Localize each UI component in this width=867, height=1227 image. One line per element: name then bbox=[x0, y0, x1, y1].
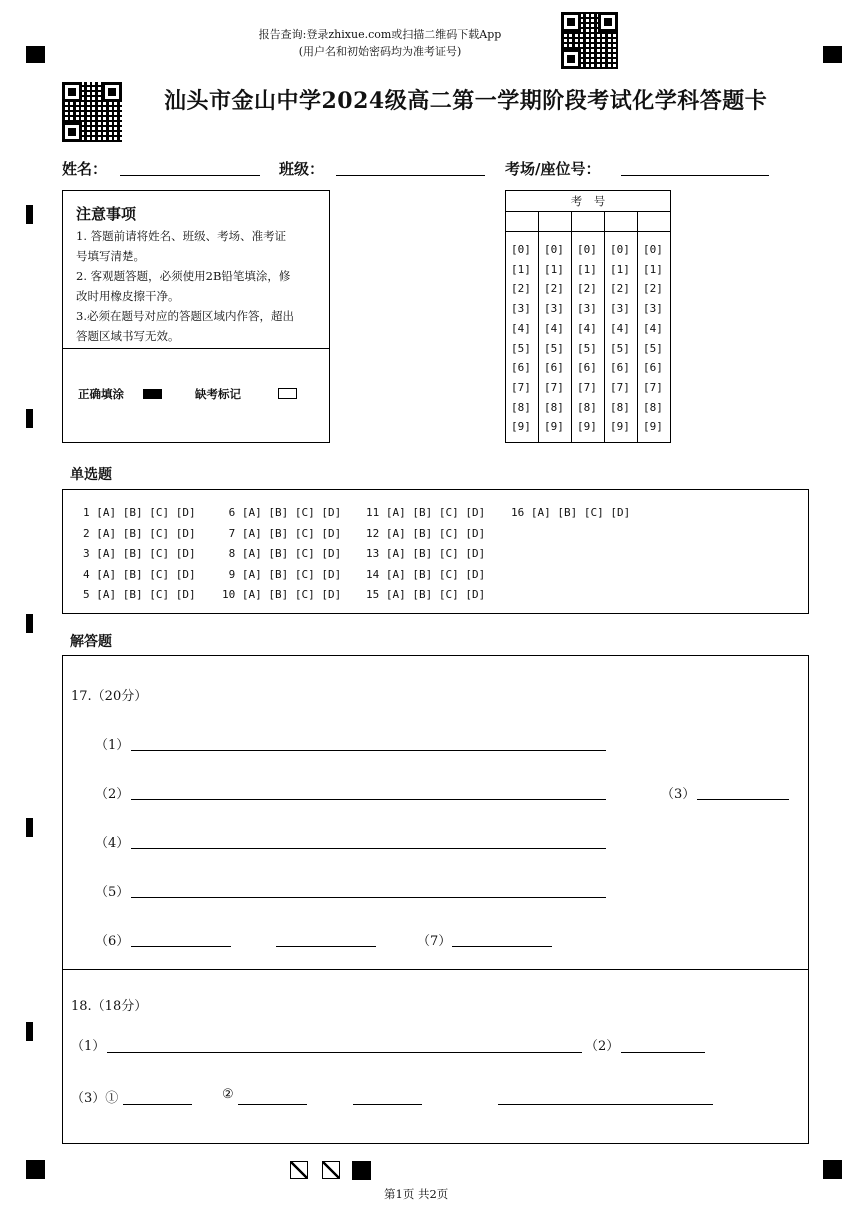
q17-part5-answer[interactable] bbox=[131, 897, 606, 898]
side-mark bbox=[26, 205, 33, 224]
exam-digit-bubble[interactable]: [7] bbox=[511, 380, 531, 394]
exam-digit-bubble[interactable]: [9] bbox=[610, 420, 630, 434]
exam-digit-bubble[interactable]: [0] bbox=[544, 243, 564, 256]
exam-digit-bubble[interactable]: [7] bbox=[643, 380, 663, 394]
exam-digit-bubble[interactable]: [0] bbox=[643, 243, 663, 256]
exam-digit-bubble[interactable]: [3] bbox=[544, 302, 564, 316]
name-label: 姓名： bbox=[62, 160, 108, 178]
choice-row[interactable]: 16 [A] [B] [C] [D] bbox=[511, 506, 631, 519]
exam-digit-bubble[interactable]: [0] bbox=[511, 243, 531, 256]
q17-part3-answer[interactable] bbox=[697, 799, 789, 800]
choice-row[interactable]: 5 [A] [B] [C] [D] bbox=[83, 588, 196, 601]
notes-box bbox=[62, 190, 330, 443]
exam-digit-bubble[interactable]: [0] bbox=[610, 243, 630, 256]
exam-digit-bubble[interactable]: [1] bbox=[544, 262, 564, 276]
exam-digit-bubble[interactable]: [1] bbox=[643, 262, 663, 276]
exam-digit-bubble[interactable]: [1] bbox=[511, 262, 531, 276]
single-choice-box bbox=[62, 489, 809, 614]
q17-box bbox=[62, 655, 809, 970]
q18-part2-label: （2） bbox=[585, 1039, 620, 1054]
exam-digit-bubble[interactable]: [4] bbox=[577, 321, 597, 335]
notes-line: 3.必须在题号对应的答题区域内作答，超出 bbox=[76, 309, 294, 323]
exam-digit-bubble[interactable]: [5] bbox=[511, 341, 531, 355]
choice-row[interactable]: 9 [A] [B] [C] [D] bbox=[228, 567, 342, 581]
corner-mark-top-left bbox=[26, 46, 45, 63]
side-mark bbox=[26, 409, 33, 428]
exam-digit-bubble[interactable]: [9] bbox=[577, 420, 597, 434]
exam-digit-bubble[interactable]: [2] bbox=[643, 282, 663, 296]
exam-digit-bubble[interactable]: [8] bbox=[511, 400, 531, 414]
single-choice-title: 单选题 bbox=[70, 467, 112, 483]
choice-row[interactable]: 14 [A] [B] [C] [D] bbox=[366, 567, 486, 581]
corner-mark-bottom-left bbox=[26, 1160, 45, 1179]
corner-mark-bottom-right bbox=[823, 1160, 842, 1179]
class-label: 班级： bbox=[279, 160, 325, 178]
class-field[interactable] bbox=[336, 175, 485, 176]
side-mark bbox=[26, 818, 33, 837]
notes-line: 1. 答题前请将姓名、班级、考场、准考证 bbox=[76, 229, 287, 243]
exam-digit-bubble[interactable]: [7] bbox=[577, 380, 597, 394]
q18-part3-answer-3[interactable] bbox=[353, 1104, 422, 1105]
q18-part3-answer-1[interactable] bbox=[123, 1104, 192, 1105]
choice-row[interactable]: 13 [A] [B] [C] [D] bbox=[366, 547, 486, 560]
grid-col-divider bbox=[604, 211, 605, 442]
exam-digit-bubble[interactable]: [1] bbox=[610, 262, 630, 276]
exam-digit-bubble[interactable]: [9] bbox=[643, 420, 663, 434]
exam-digit-bubble[interactable]: [1] bbox=[577, 262, 597, 276]
notes-line: 2. 客观题答题，必须使用2B铅笔填涂，修 bbox=[76, 269, 291, 283]
q17-part6-label: （6） bbox=[95, 934, 130, 949]
qr-code-download bbox=[561, 12, 618, 69]
q17-part6-answer-a[interactable] bbox=[131, 946, 231, 947]
q17-part1-answer[interactable] bbox=[131, 750, 606, 751]
exam-digit-bubble[interactable]: [2] bbox=[610, 282, 630, 296]
exam-digit-bubble[interactable]: [5] bbox=[610, 341, 630, 355]
exam-number-grid bbox=[505, 190, 671, 443]
page-mark-hatched bbox=[290, 1161, 308, 1179]
exam-digit-bubble[interactable]: [3] bbox=[643, 302, 663, 316]
name-field[interactable] bbox=[120, 175, 260, 176]
absent-label: 缺考标记 bbox=[195, 387, 241, 401]
grid-rule bbox=[506, 231, 670, 232]
q17-part7-label: （7） bbox=[417, 934, 452, 949]
q17-part4-label: （4） bbox=[95, 836, 130, 851]
grid-col-divider bbox=[571, 211, 572, 442]
exam-digit-bubble[interactable]: [5] bbox=[643, 341, 663, 355]
page-title: 汕头市金山中学2024级高二第一学期阶段考试化学科答题卡 bbox=[164, 88, 768, 114]
q18-header: 18.（18分） bbox=[71, 999, 148, 1014]
exam-digit-bubble[interactable]: [5] bbox=[544, 341, 564, 355]
choice-row[interactable]: 12 [A] [B] [C] [D] bbox=[366, 526, 486, 540]
choice-col-1[interactable] bbox=[83, 503, 196, 606]
grid-rule bbox=[506, 211, 670, 212]
choice-col-2[interactable] bbox=[222, 503, 341, 606]
exam-digit-bubble[interactable]: [6] bbox=[577, 361, 597, 375]
q18-part3-label: （3）① bbox=[71, 1091, 119, 1106]
login-note: (用户名和初始密码均为准考证号) bbox=[298, 45, 462, 58]
choice-row[interactable]: 2 [A] [B] [C] [D] bbox=[83, 526, 196, 540]
choice-row[interactable]: 4 [A] [B] [C] [D] bbox=[83, 567, 196, 581]
notes-line: 号填写清楚。 bbox=[76, 249, 145, 263]
exam-digit-bubble[interactable]: [6] bbox=[610, 361, 630, 375]
page-mark-hatched bbox=[322, 1161, 340, 1179]
side-mark bbox=[26, 614, 33, 633]
q17-part2-answer[interactable] bbox=[131, 799, 606, 800]
corner-mark-top-right bbox=[823, 46, 842, 63]
exam-digit-bubble[interactable]: [3] bbox=[610, 302, 630, 316]
correct-fill-label: 正确填涂 bbox=[78, 387, 124, 401]
exam-digit-bubble[interactable]: [4] bbox=[511, 321, 531, 335]
choice-row[interactable]: 8 [A] [B] [C] [D] bbox=[228, 547, 342, 560]
seat-label: 考场/座位号： bbox=[505, 160, 601, 178]
notes-text bbox=[76, 226, 321, 346]
choice-row[interactable]: 7 [A] [B] [C] [D] bbox=[228, 526, 342, 540]
report-query-note: 报告查询:登录zhixue.com或扫描二维码下载App bbox=[258, 28, 502, 41]
exam-digit-bubble[interactable]: [8] bbox=[643, 400, 663, 414]
exam-digit-bubble[interactable]: [4] bbox=[544, 321, 564, 335]
exam-digit-bubble[interactable]: [4] bbox=[643, 321, 663, 335]
notes-line: 答题区域书写无效。 bbox=[76, 329, 180, 343]
exam-digit-bubble[interactable]: [6] bbox=[511, 361, 531, 375]
exam-digit-bubble[interactable]: [7] bbox=[544, 380, 564, 394]
notes-title: 注意事项 bbox=[76, 205, 137, 223]
seat-field[interactable] bbox=[621, 175, 769, 176]
q17-part1-label: （1） bbox=[95, 738, 130, 753]
q17-part6-answer-b[interactable] bbox=[276, 946, 376, 947]
exam-digit-bubble[interactable]: [8] bbox=[544, 400, 564, 414]
exam-digit-bubble[interactable]: [3] bbox=[577, 302, 597, 316]
qr-code-student bbox=[62, 82, 122, 142]
q18-part1-label: （1） bbox=[71, 1039, 106, 1054]
exam-digit-bubble[interactable]: [6] bbox=[643, 361, 663, 375]
q17-part4-answer[interactable] bbox=[131, 848, 606, 849]
choice-row[interactable]: 3 [A] [B] [C] [D] bbox=[83, 547, 196, 560]
q17-part3-label: （3） bbox=[661, 787, 696, 802]
exam-digit-bubble[interactable]: [8] bbox=[577, 400, 597, 414]
exam-digit-bubble[interactable]: [0] bbox=[577, 243, 597, 256]
q18-part1-answer[interactable] bbox=[107, 1052, 582, 1053]
exam-number-title: 考 号 bbox=[570, 194, 606, 208]
choice-col-4[interactable] bbox=[511, 503, 630, 524]
q18-box bbox=[62, 969, 809, 1144]
choice-row[interactable]: 11 [A] [B] [C] [D] bbox=[366, 506, 486, 519]
page-mark-solid bbox=[352, 1161, 371, 1180]
q17-part7-answer[interactable] bbox=[452, 946, 552, 947]
q17-part5-label: （5） bbox=[95, 885, 130, 900]
exam-digit-bubble[interactable]: [2] bbox=[577, 282, 597, 296]
q17-part2-label: （2） bbox=[95, 787, 130, 802]
exam-digit-bubble[interactable]: [7] bbox=[610, 380, 630, 394]
choice-row[interactable]: 6 [A] [B] [C] [D] bbox=[228, 506, 342, 519]
q18-part3b-label: ② bbox=[222, 1087, 234, 1102]
exam-digit-bubble[interactable]: [2] bbox=[544, 282, 564, 296]
exam-digit-bubble[interactable]: [5] bbox=[577, 341, 597, 355]
answer-section-title: 解答题 bbox=[70, 634, 112, 650]
side-mark bbox=[26, 1022, 33, 1041]
exam-digit-bubble[interactable]: [8] bbox=[610, 400, 630, 414]
page-number: 第1页 共2页 bbox=[384, 1187, 449, 1201]
correct-fill-sample bbox=[143, 389, 162, 399]
exam-digit-bubble[interactable]: [2] bbox=[511, 282, 531, 296]
exam-digit-bubble[interactable]: [9] bbox=[544, 420, 564, 434]
exam-digit-bubble[interactable]: [6] bbox=[544, 361, 564, 375]
notes-line: 改时用橡皮擦干净。 bbox=[76, 289, 180, 303]
choice-col-3[interactable] bbox=[366, 503, 485, 606]
choice-row[interactable]: 15 [A] [B] [C] [D] bbox=[366, 588, 486, 601]
grid-col-divider bbox=[637, 211, 638, 442]
exam-digit-bubble[interactable]: [9] bbox=[511, 420, 531, 434]
notes-divider bbox=[63, 348, 329, 349]
absent-mark-box[interactable] bbox=[278, 388, 297, 399]
choice-row[interactable]: 1 [A] [B] [C] [D] bbox=[83, 506, 196, 519]
q18-part2-answer[interactable] bbox=[621, 1052, 705, 1053]
q18-part3-answer-4[interactable] bbox=[498, 1104, 713, 1105]
q18-part3-answer-2[interactable] bbox=[238, 1104, 307, 1105]
choice-row[interactable]: 10 [A] [B] [C] [D] bbox=[222, 588, 342, 601]
q17-header: 17.（20分） bbox=[71, 689, 148, 704]
exam-digit-bubble[interactable]: [3] bbox=[511, 302, 531, 316]
grid-col-divider bbox=[538, 211, 539, 442]
exam-digit-bubble[interactable]: [4] bbox=[610, 321, 630, 335]
